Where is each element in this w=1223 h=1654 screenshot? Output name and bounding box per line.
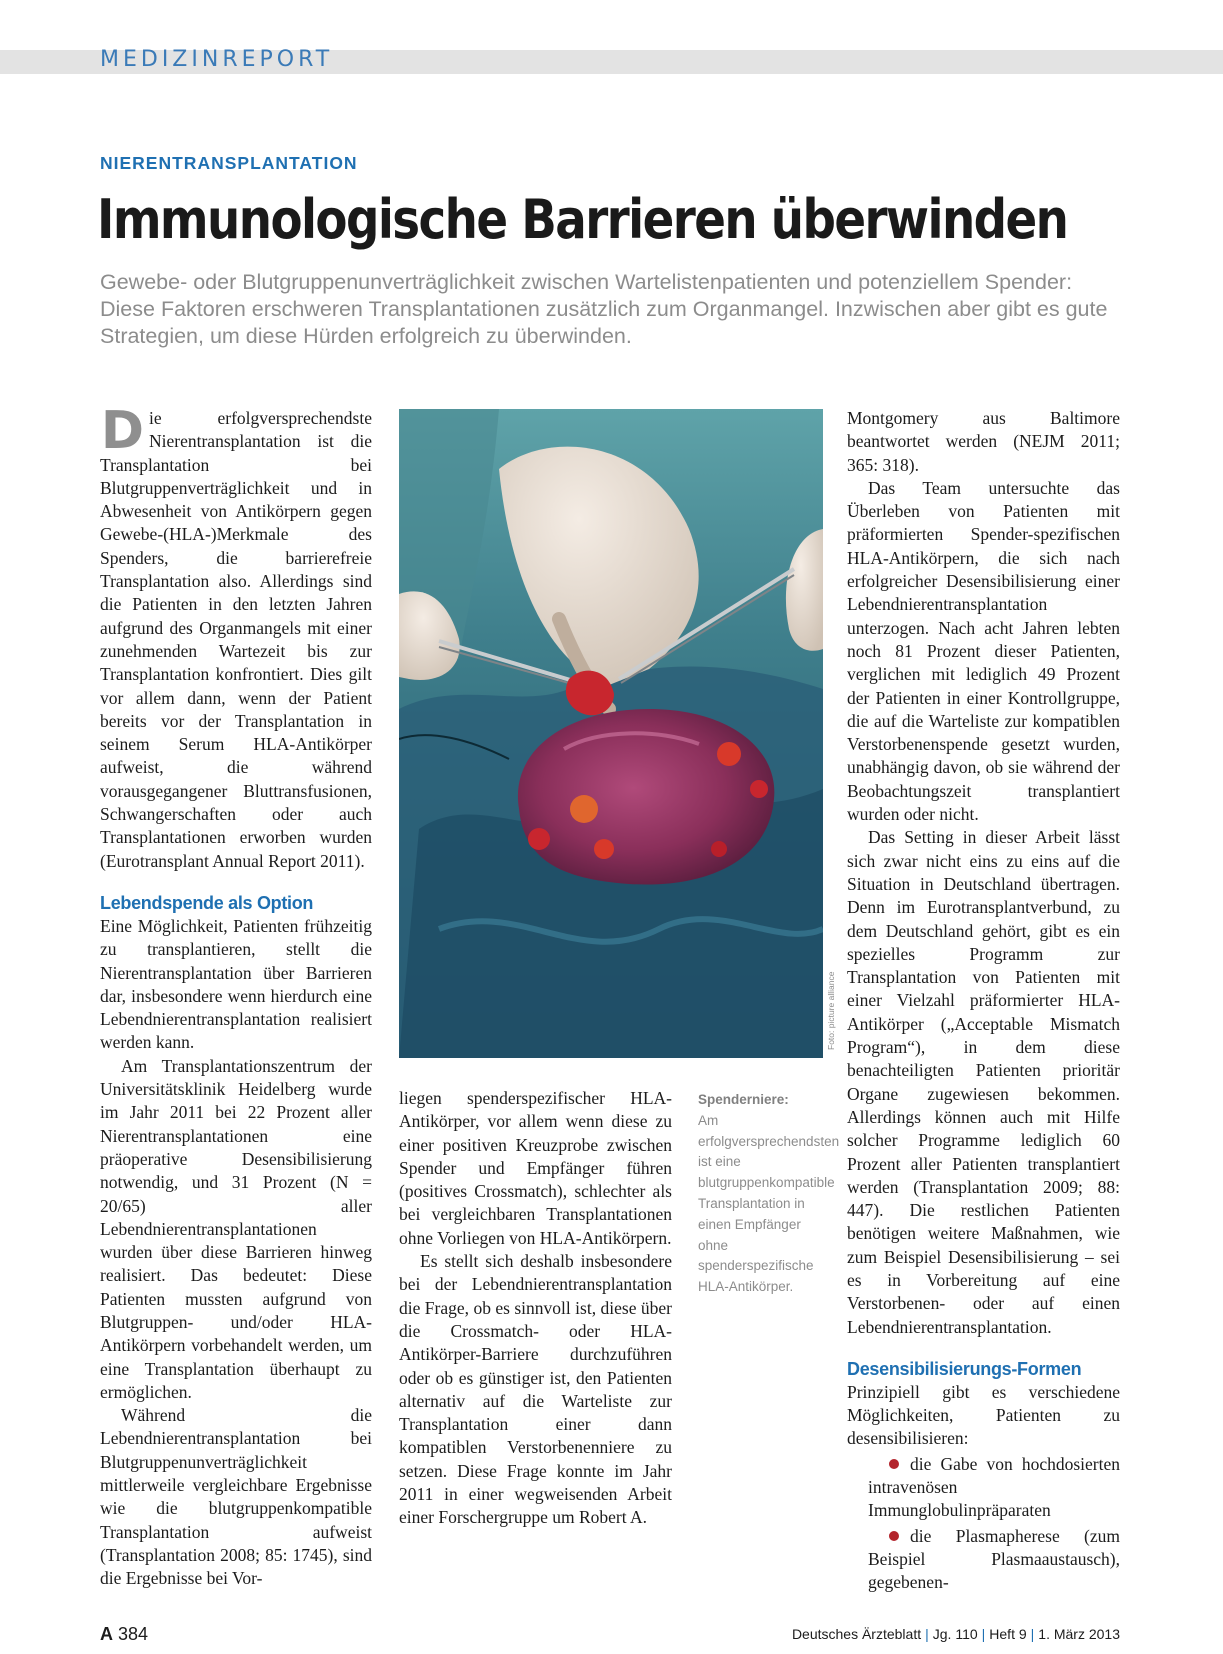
- column-3: [847, 407, 1120, 1595]
- paragraph: Montgomery aus Baltimore beantwortet werden (NEJM 2011; 365: 318).: [847, 408, 1120, 475]
- paragraph: liegen spenderspezifischer HLA-Antikörper, vor allem wenn diese zu einer positiven Kreuzprobe zwischen Spender und Empfänger führen (positives Crossmatch), schlechter als bei vergleichbaren Transplantationen ohne Vorliegen von HLA-Antikörpern.: [399, 1088, 672, 1248]
- caption-text: Am erfolgversprechendsten ist eine blutgruppenkompatible Transplantation in einen Empfänger ohne spenderspezifische HLA-Antikörper.: [698, 1112, 840, 1295]
- paragraph: Am Transplantationszentrum der Universitätsklinik Heidelberg wurde im Jahr 2011 bei 22 Prozent aller Nierentransplantationen eine präoperative Desensibilisierung notwendig, und 31 Prozent (N = 20/65) aller Lebendnierentransplantationen wurden über diese Barrieren hinweg realisiert. Das bedeutet: Diese Patienten mussten aufgrund von Blutgruppen- und/oder HLA-Antikörpern vorbehandelt werden, um eine Transplantation überhaupt zu ermöglichen.: [100, 1055, 372, 1402]
- journal-issue: Heft 9: [989, 1626, 1027, 1642]
- bullet-icon: [889, 1459, 899, 1469]
- page-prefix: A: [100, 1624, 113, 1644]
- journal-date: 1. März 2013: [1038, 1626, 1120, 1642]
- bullet-icon: [889, 1531, 899, 1541]
- paragraph: Prinzipiell gibt es verschiedene Möglichkeiten, Patienten zu desensibilisieren:: [847, 1381, 1120, 1449]
- list-item-text: die Gabe von hochdosierten intravenösen Immunglobulinpräparaten: [868, 1453, 1120, 1521]
- article-lead: Gewebe- oder Blutgruppenunverträglichkeit zwischen Wartelistenpatienten und potenziellem Spender: Diese Faktoren erschweren Transplantationen zusätzlich zum Organmangel. Inzwischen aber gibt es gute Strategien, um diese Hürden erfolgreich zu überwinden.: [100, 270, 1108, 348]
- paragraph: Während die Lebendnierentransplantation bei Blutgruppenunverträglichkeit mittlerweile vergleichbare Ergebnisse wie die blutgruppenkompatible Transplantation aufweist (Transplantation 2008; 85: 1745), sind die Ergebnisse bei Vor-: [100, 1405, 372, 1589]
- list-item-text: die Plasmapherese (zum Beispiel Plasmaaustausch), gegebenen-: [868, 1525, 1120, 1593]
- paragraph-intro-text: ie erfolgversprechendste Nierentransplantation ist die Transplantation bei Blutgruppenverträglichkeit und in Abwesenheit von Antikörpern gegen Gewebe-(HLA-)Merkmale des Spenders, die barrierefreie Transplantation also. Allerdings sind die Patienten in den letzten Jahren aufgrund des Organmangels mit einer zunehmenden Wartezeit bis zur Transplantation konfrontiert. Dies gilt vor allem dann, wenn der Patient bereits vor der Transplantation in seinem Serum HLA-Antikörper aufweist, die während vorausgegangener Bluttransfusionen, Schwangerschaften oder auch Transplantationen erworben wurden (Eurotransplant Annual Report 2011).: [100, 408, 372, 871]
- journal-info: Deutsches Ärzteblatt | Jg. 110 | Heft 9 | 1. März 2013: [791, 1626, 1120, 1642]
- list-item: [847, 1453, 1120, 1523]
- paragraph-intro: [100, 401, 372, 873]
- paragraph: Eine Möglichkeit, Patienten frühzeitig zu transplantieren, stellt die Nierentransplantation über Barrieren dar, insbesondere wenn hierdurch eine Lebendnierentransplantation realisiert werden kann.: [100, 915, 372, 1053]
- subheading-desensibilisierung: Desensibilisierungs-Formen: [847, 1358, 1082, 1379]
- kidney-photo: [399, 409, 823, 1058]
- subheading-lebendspende: Lebendspende als Option: [100, 892, 314, 913]
- article-title: Immunologische Barrieren überwinden: [97, 188, 1068, 251]
- photo-caption: [698, 1090, 840, 1298]
- caption-title: Spenderniere:: [698, 1092, 789, 1107]
- section-label: MEDIZINREPORT: [100, 47, 334, 72]
- page-number-value: 384: [118, 1624, 149, 1644]
- list-item: [847, 1525, 1120, 1595]
- journal-volume: Jg. 110: [932, 1626, 978, 1642]
- article-kicker: NIERENTRANSPLANTATION: [100, 153, 358, 173]
- column-2: [399, 1087, 672, 1530]
- drop-cap: D: [100, 401, 145, 461]
- kidney-surgery-image: [399, 409, 823, 1058]
- paragraph: Es stellt sich deshalb insbesondere bei der Lebendnierentransplantation die Frage, ob es sinnvoll ist, diese über die Crossmatch- oder HLA-Antikörper-Barriere durchzuführen oder ob es günstiger ist, den Patienten alternativ auf die Warteliste zur Transplantation einer dann kompatiblen Verstorbenenniere zu setzen. Diese Frage konnte im Jahr 2011 in einer wegweisenden Arbeit einer Forschergruppe um Robert A.: [399, 1251, 672, 1528]
- journal-name: Deutsches Ärzteblatt: [791, 1626, 922, 1642]
- page-number: [100, 1624, 148, 1645]
- paragraph: Das Setting in dieser Arbeit lässt sich zwar nicht eins zu eins auf die Situation in Deutschland übertragen. Denn im Eurotransplantverbund, zu dem Deutschland gehört, gibt es ein spezielles Programm zur Transplantation von Patienten mit einer Vielzahl präformierter HLA-Antikörper („Acceptable Mismatch Program“), in dem diese benachteiligten Patienten prioritär Organe zugewiesen bekommen. Allerdings können auch mit Hilfe solcher Programme lediglich 60 Prozent aller Patienten transplantiert werden (Transplantation 2009; 88: 447). Die restlichen Patienten benötigen weitere Maßnahmen, wie zum Beispiel Desensibilisierung – sei es in Vorbereitung auf eine Verstorbenen- oder auf einen Lebendnierentransplantation.: [847, 827, 1120, 1337]
- photo-credit: Foto: picture alliance: [826, 971, 836, 1050]
- column-1: [100, 401, 372, 1591]
- paragraph: Das Team untersuchte das Überleben von Patienten mit präformierten Spender-spezifischen HLA-Antikörpern, die sich nach erfolgreicher Desensibilisierung einer Lebendnierentransplantation unterzogen. Nach acht Jahren lebten noch 81 Prozent dieser Patienten, verglichen mit lediglich 49 Prozent der Patienten in einer Kontrollgruppe, die auf die Warteliste zur kompatiblen Verstorbenenspende gesetzt wurden, unabhängig davon, ob sie während der Beobachtungszeit transplantiert wurden oder nicht.: [847, 477, 1120, 825]
